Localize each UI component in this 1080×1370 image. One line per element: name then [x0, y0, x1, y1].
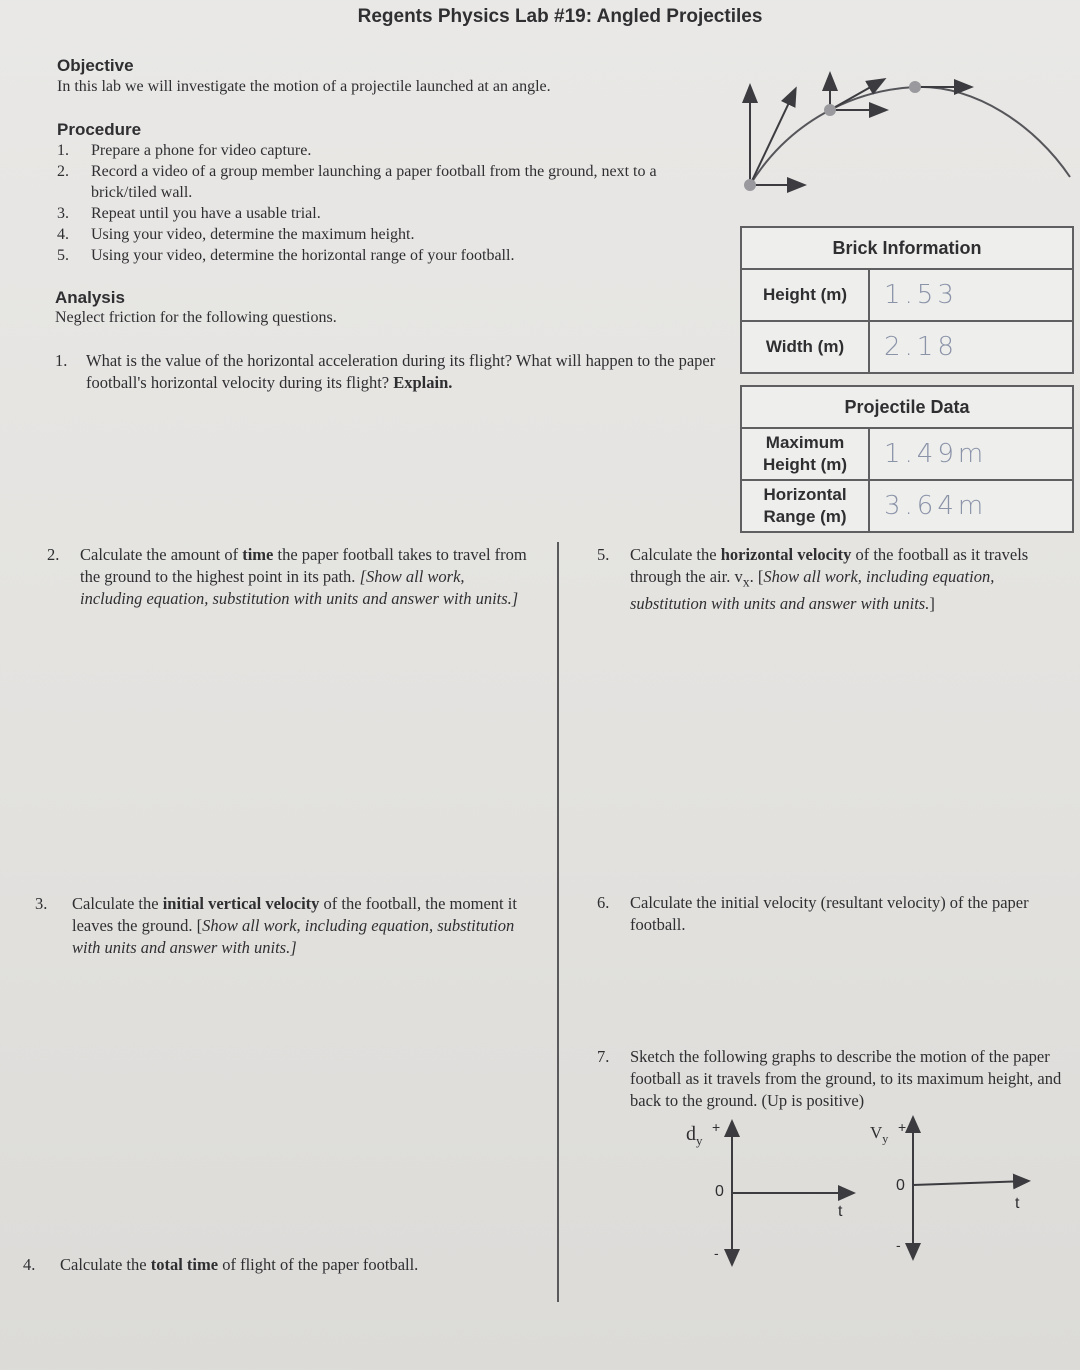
table-row [741, 428, 1073, 480]
question-6: 6. Calculate the initial velocity (resultant velocity) of the paper football. [597, 893, 1029, 934]
objective-text: In this lab we will investigate the motion of a projectile launched at an angle. [57, 78, 551, 95]
question-5: 5. Calculate the horizontal velocity of the football as it travels through the air. $v_x$. [Show all work, including equation, substitution with units and answer with units.] [597, 545, 1029, 614]
projectile-table-title: Projectile Data [741, 386, 1073, 428]
brick-width-value[interactable]: 2.18 [869, 321, 1073, 373]
resultant-velocity-arrow [750, 90, 795, 185]
football-dot [909, 81, 921, 93]
vy-t-label: t [1015, 1195, 1020, 1212]
dy-plus-label: + [712, 1119, 721, 1135]
question-3: 3. Calculate the initial vertical velocity of the football, the moment it leaves the ground. [Show all work, including equation, substitution with units and answer with units.] [35, 894, 517, 957]
brick-info-table [740, 226, 1074, 374]
vy-minus-label: - [896, 1237, 901, 1253]
procedure-list [57, 140, 697, 266]
dy-t-label: t [838, 1203, 843, 1220]
vy-graph[interactable] [865, 1115, 1050, 1270]
horizontal-range-label: Horizontal Range (m) [741, 480, 869, 532]
procedure-step: 2. Record a video of a group member launching a paper football from the ground, next to a brick/tiled wall. [57, 163, 657, 201]
column-divider [557, 542, 559, 1302]
dy-minus-label: - [714, 1245, 719, 1261]
procedure-step: 4. Using your video, determine the maximum height. [57, 226, 415, 243]
question-7: 7. Sketch the following graphs to describe the motion of the paper football as it travels from the ground, to its maximum height, and back to the ground. (Up is positive) [597, 1047, 1062, 1110]
projectile-data-table [740, 385, 1074, 533]
brick-height-label: Height (m) [741, 269, 869, 321]
trajectory-curve [750, 87, 1070, 185]
procedure-step: 5. Using your video, determine the horizontal range of your football. [57, 247, 515, 264]
procedure-step: 3. Repeat until you have a usable trial. [57, 205, 321, 222]
brick-height-value[interactable]: 1.53 [869, 269, 1073, 321]
dy-axes [680, 1115, 860, 1270]
vy-axes [865, 1115, 1050, 1270]
procedure-step: 1. Prepare a phone for video capture. [57, 142, 312, 159]
football-dot [744, 179, 756, 191]
page-title: Regents Physics Lab #19: Angled Projectiles [357, 6, 763, 27]
analysis-heading: Analysis [55, 288, 125, 307]
analysis-intro: Neglect friction for the following questions. [55, 309, 337, 326]
vy-zero-label: 0 [896, 1177, 905, 1194]
vy-axis-label: $V_y$ [870, 1123, 889, 1146]
table-row [741, 480, 1073, 532]
table-row [741, 269, 1073, 321]
brick-table-title: Brick Information [741, 227, 1073, 269]
dy-zero-label: 0 [715, 1183, 724, 1200]
objective-heading: Objective [57, 56, 134, 75]
table-row [741, 321, 1073, 373]
vy-plus-label: + [898, 1119, 907, 1135]
dy-axis-label: $d_y$ [686, 1123, 703, 1148]
question-2: 2. Calculate the amount of time the paper football takes to travel from the ground to the highest point in its path. [Show all work, including equation, substitution with units and answer with units.] [47, 545, 527, 608]
max-height-label: Maximum Height (m) [741, 428, 869, 480]
procedure-heading: Procedure [57, 120, 142, 139]
question-4: 4. Calculate the total time of flight of the paper football. [23, 1255, 419, 1274]
max-height-value[interactable]: 1.49m [869, 428, 1073, 480]
horizontal-range-value[interactable]: 3.64m [869, 480, 1073, 532]
brick-width-label: Width (m) [741, 321, 869, 373]
question-1: 1. What is the value of the horizontal acceleration during its flight? What will happen to the paper football's horizontal velocity during its flight? Explain. [55, 351, 716, 392]
trajectory-diagram [735, 65, 1080, 200]
football-dot [824, 104, 836, 116]
dy-graph[interactable] [680, 1115, 860, 1270]
resultant-velocity-arrow [830, 80, 883, 110]
